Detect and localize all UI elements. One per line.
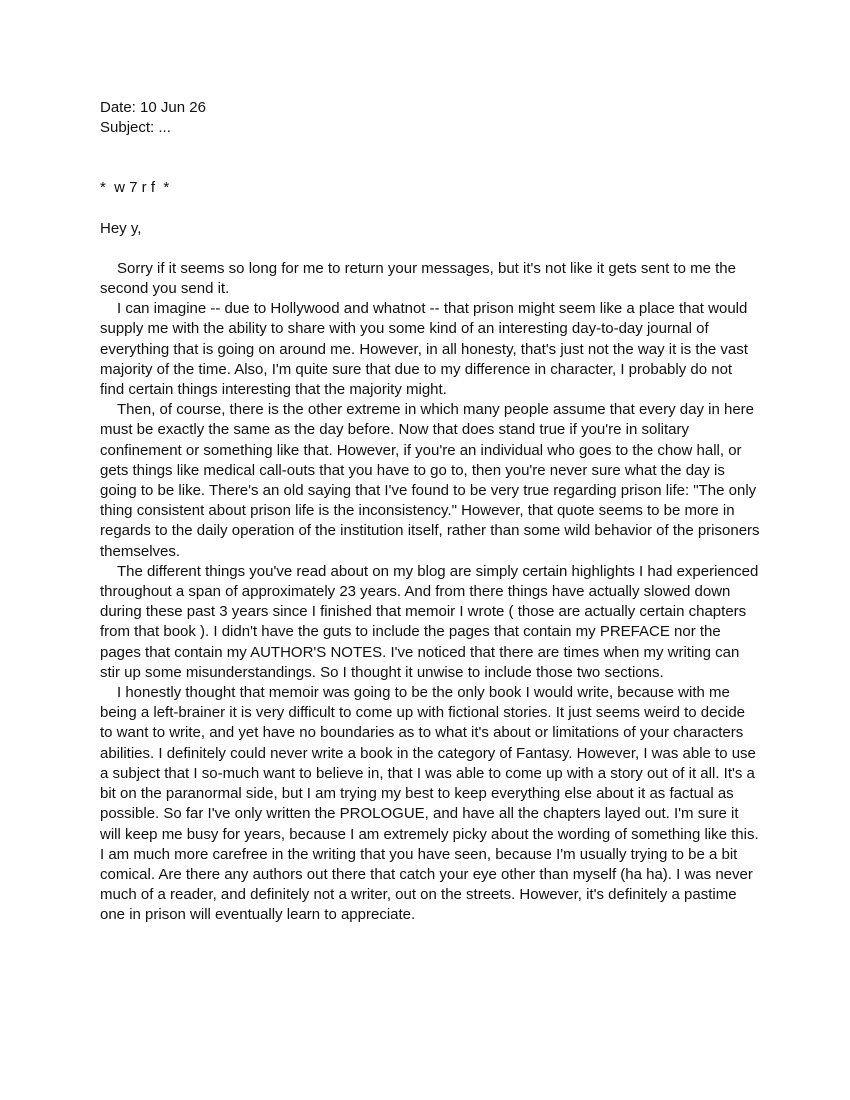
body-paragraph-5: I honestly thought that memoir was going to be the only book I would write, because with me being a left-brainer it is very difficult to come up with fictional stories. It just seems weird to decide to want to write, and yet have no boundaries as to what it's about or limitations of your characters abilities. I definitely could never write a book in the category of Fantasy. However, I was able to use a subject that I so-much want to believe in, that I was able to come up with a story out of it all. It's a bit on the paranormal side, but I am trying my best to keep everything else about it as factual as possible. So far I've only written the PROLOGUE, and have all the chapters layed out. I'm sure it will keep me busy for years, because I am extremely picky about the wording of something like this. I am much more carefree in the writing that you have seen, because I'm usually trying to be a bit comical. Are there any authors out there that catch your eye other than myself (ha ha). I was never much of a reader, and definitely not a writer, out on the streets. However, it's definitely a pastime one in prison will eventually learn to appreciate. bbox=[100, 684, 759, 924]
body-paragraph-1: Sorry if it seems so long for me to return your messages, but it's not like it gets sent to me the second you send it. bbox=[100, 259, 736, 298]
body-paragraph-2: I can imagine -- due to Hollywood and whatnot -- that prison might seem like a place that would supply me with the ability to share with you some kind of an interesting day-to-day journal of everything that is going on around me. However, in all honesty, that's just not the way it is the vast majority of the time. Also, I'm quite sure that due to my difference in character, I probably do not find certain things interesting that the majority might. bbox=[100, 300, 748, 399]
date-line: Date: 10 Jun 26 bbox=[100, 99, 206, 116]
letter-page bbox=[100, 98, 760, 926]
body-paragraph-4: The different things you've read about on my blog are simply certain highlights I had experienced throughout a span of approximately 23 years. And from there things have actually slowed down during these past 3 years since I finished that memoir I wrote ( those are actually certain chapters from that book ). I didn't have the guts to include the pages that contain my PREFACE nor the pages that contain my AUTHOR'S NOTES. I've noticed that there are times when my writing can stir up some misunderstandings. So I thought it unwise to include those two sections. bbox=[100, 562, 759, 681]
spacer bbox=[100, 138, 760, 178]
separator-marker: * w 7 r f * bbox=[100, 179, 170, 197]
subject-line: Subject: ... bbox=[100, 119, 171, 137]
body-paragraph-3: Then, of course, there is the other extreme in which many people assume that every day in here must be exactly the same as the day before. Now that does stand true if you're in solitary confinement or something like that. However, if you're an individual who goes to the chow hall, or gets things like medical call-outs that you have to go to, then you're never sure what the day is going to be like. There's an old saying that I've found to be very true regarding prison life: "The only thing consistent about prison life is the inconsistency." However, that quote seems to be more in regards to the daily operation of the institution itself, rather than some wild behavior of the prisoners themselves. bbox=[100, 401, 760, 560]
spacer bbox=[100, 199, 760, 219]
spacer bbox=[100, 239, 760, 259]
greeting: Hey y, bbox=[100, 219, 142, 237]
